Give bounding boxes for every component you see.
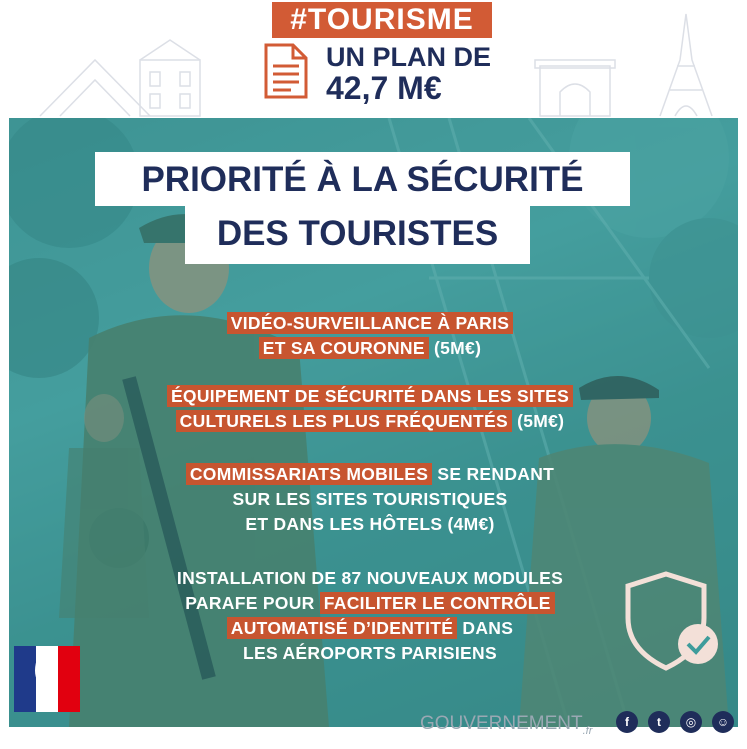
text: LES AÉROPORTS PARISIENS	[243, 643, 497, 663]
highlight: AUTOMATISÉ D’IDENTITÉ	[227, 617, 457, 639]
measure-parafe-modules	[40, 566, 700, 666]
text: INSTALLATION DE 87 NOUVEAUX MODULES	[176, 568, 564, 588]
highlight: ET SA COURONNE	[259, 337, 429, 359]
measure-security-equipment	[40, 384, 700, 434]
highlight: ÉQUIPEMENT DE SÉCURITÉ DANS LES SITES	[167, 385, 573, 407]
header	[0, 0, 747, 118]
measure-mobile-police-stations	[40, 462, 700, 537]
text: ET DANS LES HÔTELS (4M€)	[245, 514, 495, 534]
text: SUR LES SITES TOURISTIQUES	[232, 489, 508, 509]
hashtag-banner: #TOURISME	[272, 2, 492, 38]
page-title: PRIORITÉ À LA SÉCURITÉ	[141, 160, 584, 199]
text: DANS	[462, 618, 514, 638]
text: SE RENDANT	[437, 464, 555, 484]
document-icon	[263, 42, 309, 100]
measure-video-surveillance	[40, 311, 700, 361]
gouvernement-brand[interactable]: $GOUVERNEMENT_{.fr}$	[420, 713, 593, 737]
highlight: FACILITER LE CONTRÔLE	[320, 592, 555, 614]
marianne-logo	[14, 646, 80, 712]
amount: (5M€)	[517, 411, 565, 431]
twitter-icon[interactable]: t	[648, 711, 670, 733]
amount: (5M€)	[434, 338, 482, 358]
facebook-icon[interactable]: f	[616, 711, 638, 733]
page-title-line2: DES TOURISTES	[216, 214, 499, 253]
highlight: VIDÉO-SURVEILLANCE À PARIS	[227, 312, 513, 334]
highlight: CULTURELS LES PLUS FRÉQUENTÉS	[176, 410, 512, 432]
plan-label: UN PLAN DE	[326, 42, 492, 72]
shield-check-icon	[620, 568, 730, 678]
text: PARAFE POUR	[185, 593, 315, 613]
plan-amount: 42,7 M€	[326, 70, 442, 106]
highlight: COMMISSARIATS MOBILES	[186, 463, 432, 485]
instagram-icon[interactable]: ◎	[680, 711, 702, 733]
snapchat-icon[interactable]: ☺	[712, 711, 734, 733]
